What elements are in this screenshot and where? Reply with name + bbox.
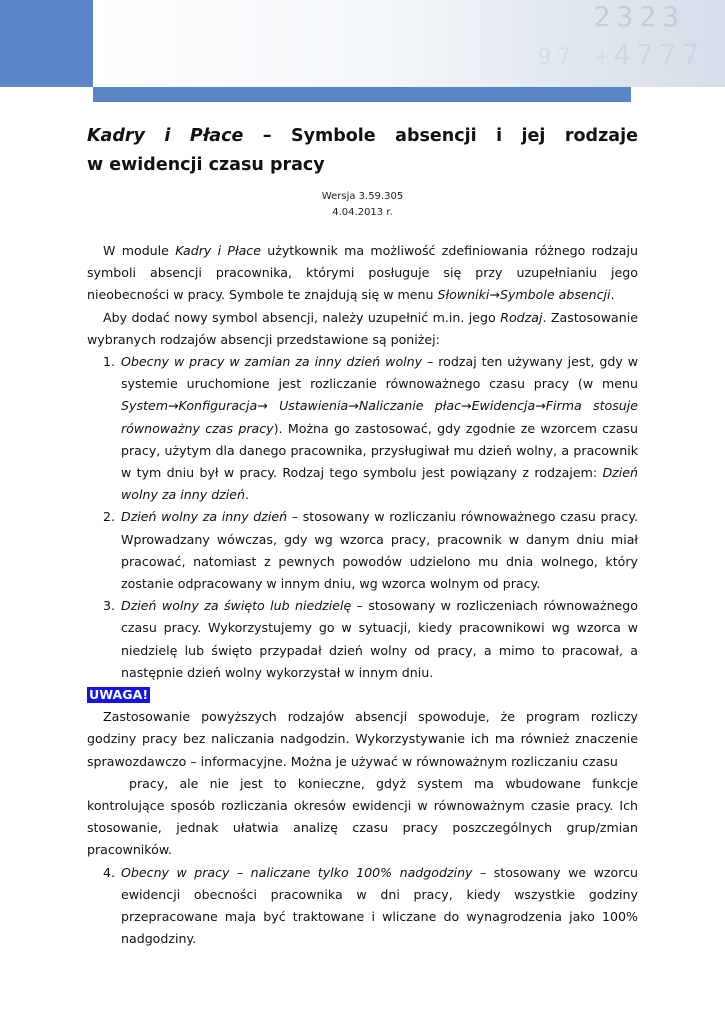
arrow-icon: → bbox=[489, 287, 500, 303]
list-item: 4. Obecny w pracy – naliczane tylko 100% nadgodziny – stosowany we wzorcu ewidencji obecności pracownika w dni pracy, kiedy wszystkie godziny przepracowane maja być traktowane i wliczane do wynagrodzenia jako 100% nadgodziny. bbox=[103, 864, 638, 947]
document-body bbox=[87, 240, 638, 951]
list-item: 1. Obecny w pracy w zamian za inny dzień wolny – rodzaj ten używany jest, gdy w systemie uruchomione jest rozliczanie równoważnego czasu pracy (w menu System→Konfiguracja→ Ustawienia→Naliczanie płac→Ewidencja→Firma stosuje równoważny czas pracy). Można go zastosować, gdy zgodnie ze wzorcem czasu pracy, użytym dla danego pracownika, przysługiwał mu dzień wolny, a pracownik w tym dniu był w pracy. Rodzaj tego symbolu jest powiązany z rodzajem: Dzień wolny za inny dzień. bbox=[103, 354, 639, 503]
header-blue-block bbox=[0, 0, 93, 87]
paragraph-add-symbol: Aby dodać nowy symbol absencji, należy uzupełnić m.in. jego Rodzaj. Zastosowanie wybranych rodzajów absencji przedstawione są poniżej: bbox=[87, 309, 638, 347]
header-deco-number: 2323 bbox=[593, 0, 685, 33]
title-word: i bbox=[496, 126, 503, 146]
title-word: Płace bbox=[189, 126, 244, 146]
title-word: Kadry bbox=[87, 126, 145, 146]
warning-label: UWAGA! bbox=[89, 687, 149, 703]
document-title bbox=[87, 122, 638, 180]
date-label: 4.04.2013 r. bbox=[332, 207, 393, 218]
title-word: rodzaje bbox=[564, 126, 638, 146]
warning-block bbox=[87, 684, 638, 862]
header-deco-number: 97 + bbox=[538, 45, 615, 70]
title-line-2: w ewidencji czasu pracy bbox=[87, 155, 325, 175]
version-label: Wersja 3.59.305 bbox=[321, 191, 404, 202]
header-deco-number: 4777 bbox=[613, 38, 705, 71]
paragraph-intro: W module Kadry i Płace użytkownik ma możliwość zdefiniowania różnego rodzaju symboli absencji pracownika, którymi posługuje się przy uzupełnianiu jego nieobecności w pracy. Symbole te znajdują się w menu Słowniki→Symbole absencji. bbox=[87, 243, 638, 303]
arrow-icon: → bbox=[535, 398, 546, 414]
arrow-icon: → bbox=[167, 398, 179, 414]
title-word: Symbole bbox=[291, 126, 376, 146]
title-word: – bbox=[262, 126, 272, 146]
arrow-icon: → bbox=[257, 398, 268, 414]
title-word: i bbox=[164, 126, 171, 146]
title-word: absencji bbox=[395, 126, 477, 146]
header-blue-bar bbox=[93, 87, 631, 102]
header-gradient bbox=[93, 0, 725, 87]
list-item: 2. Dzień wolny za inny dzień – stosowany w rozliczaniu równoważnego czasu pracy. Wprowadzany wówczas, gdy wg wzorca pracy, pracownik w danym dniu miał pracować, natomiast z pewnych powodów udzielono mu dnia wolnego, który zostanie odpracowany w innym dniu, wg wzorca wolnym od pracy. bbox=[103, 509, 638, 592]
arrow-icon: → bbox=[348, 398, 359, 414]
arrow-icon: → bbox=[461, 398, 472, 414]
warning-text: Zastosowanie powyższych rodzajów absencji spowoduje, że program rozliczy godziny pracy bez naliczania nadgodzin. Wykorzystywanie ich ma również znaczenie sprawozdawczo – informacyjne. Można je używać w równoważnym rozliczaniu czasu pracy, ale nie jest to konieczne, gdyż system ma wbudowane funkcje kontrolujące sposób rozliczania okresów ewidencji w równoważnym czasie pracy. Ich stosowanie, jednak ułatwia analizę czasu pracy poszczególnych grup/zmian pracowników. bbox=[87, 709, 638, 858]
title-word: jej bbox=[521, 126, 546, 146]
list-item: 3. Dzień wolny za święto lub niedzielę – stosowany w rozliczeniach równoważnego czasu pracy. Wykorzystujemy go w sytuacji, kiedy pracownikowi wg wzorca w niedzielę lub święto przypadał dzień wolny od pracy, a mimo to pracował, a następnie dzień wolny wykorzystał w innym dniu. bbox=[103, 598, 638, 680]
